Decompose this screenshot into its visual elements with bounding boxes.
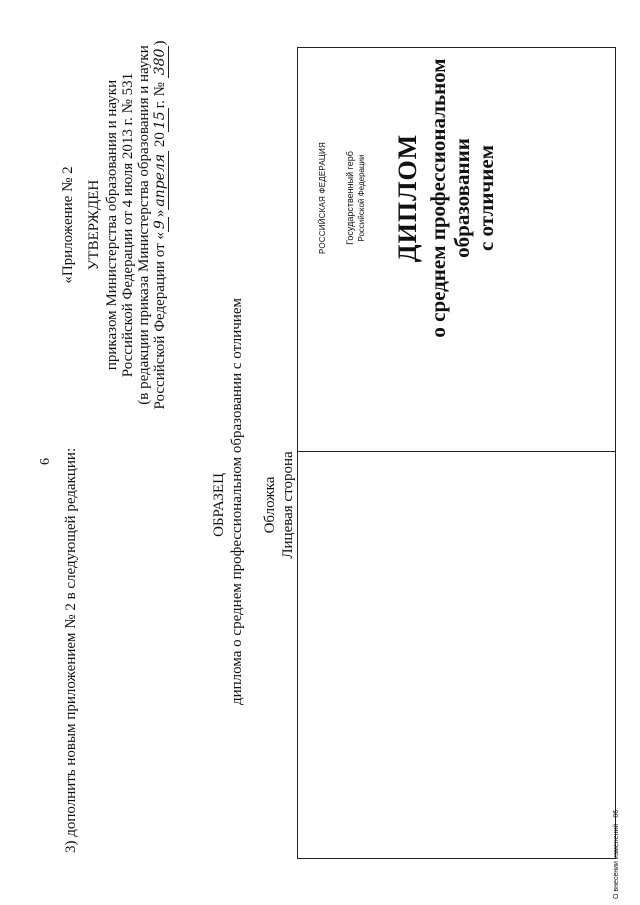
cover-fold-divider (298, 451, 615, 452)
handwritten-year: 15 (152, 108, 169, 132)
diploma-cover-frame (297, 47, 616, 859)
approval-line-4-number-label: г. № (152, 78, 168, 109)
diploma-line-3: с отличием (474, 144, 498, 252)
cover-title: Обложка (262, 476, 278, 534)
coat-of-arms-label: Государственный герб (345, 151, 355, 245)
sample-title: ОБРАЗЕЦ (211, 473, 227, 537)
approval-block (60, 15, 168, 435)
approval-line-2: Российской Федерации от 4 июля 2013 г. № 531 (120, 72, 136, 378)
approval-line-4-prefix: Российской Федерации от « (152, 232, 168, 410)
diploma-line-2: образовании (450, 138, 474, 258)
diploma-line-1: о среднем профессиональном (426, 58, 450, 338)
handwritten-day: 9 (152, 217, 169, 232)
country-label: РОССИЙСКАЯ ФЕДЕРАЦИЯ (318, 142, 327, 254)
approval-line-4-century: 20 (152, 132, 168, 151)
approval-line-4-quote: » (152, 209, 168, 218)
sample-description: диплома о среднем профессиональном образовании с отличием (229, 298, 245, 705)
intro-text: 3) дополнить новым приложением № 2 в следующей редакции: (63, 447, 79, 853)
handwritten-month: апреля (152, 151, 169, 210)
handwritten-number: 380 (152, 46, 169, 79)
diploma-title: ДИПЛОМ (393, 133, 422, 263)
approval-line-4-suffix: ) (152, 40, 168, 46)
approval-line-4 (152, 15, 168, 435)
appendix-heading: «Приложение № 2 (60, 166, 76, 284)
cover-side-label: Лицевая сторона (280, 451, 296, 559)
coat-of-arms-sublabel: Российской Федерации (357, 154, 366, 242)
approval-line-1: приказом Министерства образования и науки (104, 79, 120, 371)
approval-line-3: (в редакции приказа Министерства образования и науки (136, 45, 152, 405)
page-number: 6 (38, 458, 53, 465)
footer-note: О внесении изменений - 06 (613, 809, 620, 899)
approved-label: УТВЕРЖДЕН (86, 179, 102, 271)
